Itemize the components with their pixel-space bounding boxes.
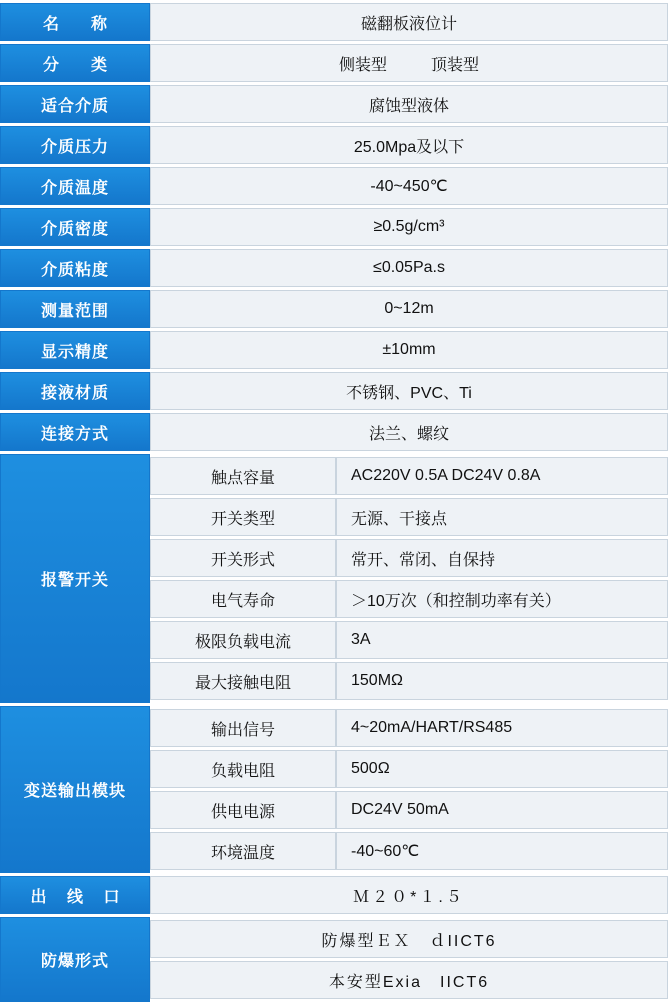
row-value — [150, 44, 668, 82]
table-row — [0, 3, 668, 41]
sub-value: AC220V 0.5A DC24V 0.8A — [336, 457, 668, 495]
list-item — [150, 920, 668, 958]
row-label: 介质密度 — [0, 208, 150, 246]
row-value: ±10mm — [150, 331, 668, 369]
table-row — [0, 249, 668, 287]
table-group-alarm-switch — [0, 454, 668, 703]
sub-value: 无源、干接点 — [336, 498, 668, 536]
row-label: 介质粘度 — [0, 249, 150, 287]
row-label: 出 线 口 — [0, 876, 150, 914]
sub-value: DC24V 50mA — [336, 791, 668, 829]
row-value: 不锈钢、PVC、Ti — [150, 372, 668, 410]
alarm-switch-subtable — [150, 454, 668, 703]
list-item — [150, 457, 668, 495]
group-content — [150, 917, 668, 1002]
row-value: Ｍ２０*１.５ — [150, 876, 668, 914]
sub-key: 电气寿命 — [150, 580, 336, 618]
table-row — [0, 208, 668, 246]
sub-key: 输出信号 — [150, 709, 336, 747]
list-item — [150, 580, 668, 618]
classification-option-side: 侧装型 — [338, 56, 387, 74]
sub-key: 极限负载电流 — [150, 621, 336, 659]
table-row — [0, 413, 668, 451]
row-label: 显示精度 — [0, 331, 150, 369]
table-group-transmitter-module — [0, 706, 668, 873]
row-value: 腐蚀型液体 — [150, 85, 668, 123]
row-label: 接液材质 — [0, 372, 150, 410]
sub-key: 供电电源 — [150, 791, 336, 829]
table-row — [0, 372, 668, 410]
table-row — [0, 167, 668, 205]
row-value: 25.0Mpa及以下 — [150, 126, 668, 164]
row-label: 测量范围 — [0, 290, 150, 328]
sub-key: 开关形式 — [150, 539, 336, 577]
row-value: -40~450℃ — [150, 167, 668, 205]
list-item — [150, 709, 668, 747]
sub-value: 500Ω — [336, 750, 668, 788]
sub-value: 150MΩ — [336, 662, 668, 700]
sub-value: 防爆型ＥＸ ｄIICT6 — [150, 920, 668, 958]
sub-key: 最大接触电阻 — [150, 662, 336, 700]
list-item — [150, 498, 668, 536]
list-item — [150, 662, 668, 700]
table-row-outlet — [0, 876, 668, 914]
row-value: 法兰、螺纹 — [150, 413, 668, 451]
table-row — [0, 331, 668, 369]
sub-key: 开关类型 — [150, 498, 336, 536]
list-item — [150, 961, 668, 999]
group-label: 变送输出模块 — [0, 706, 150, 873]
row-value: ≥0.5g/cm³ — [150, 208, 668, 246]
table-row — [0, 85, 668, 123]
sub-key: 触点容量 — [150, 457, 336, 495]
row-label: 适合介质 — [0, 85, 150, 123]
list-item — [150, 539, 668, 577]
row-label: 名 称 — [0, 3, 150, 41]
sub-key: 负载电阻 — [150, 750, 336, 788]
row-label: 分 类 — [0, 44, 150, 82]
list-item — [150, 791, 668, 829]
table-group-explosion-proof — [0, 917, 668, 1002]
group-label: 防爆形式 — [0, 917, 150, 1002]
table-row — [0, 290, 668, 328]
row-label: 连接方式 — [0, 413, 150, 451]
sub-value: -40~60℃ — [336, 832, 668, 870]
sub-value: 4~20mA/HART/RS485 — [336, 709, 668, 747]
table-row — [0, 126, 668, 164]
sub-value: 常开、常闭、自保持 — [336, 539, 668, 577]
group-label: 报警开关 — [0, 454, 150, 703]
group-content — [150, 706, 668, 873]
list-item — [150, 750, 668, 788]
transmitter-subtable — [150, 706, 668, 873]
group-content — [150, 454, 668, 703]
sub-value: ＞10万次（和控制功率有关） — [336, 580, 668, 618]
row-label: 介质温度 — [0, 167, 150, 205]
row-value: 磁翻板液位计 — [150, 3, 668, 41]
list-item — [150, 832, 668, 870]
table-row — [0, 44, 668, 82]
sub-key: 环境温度 — [150, 832, 336, 870]
explosion-subtable — [150, 917, 668, 1002]
list-item — [150, 621, 668, 659]
sub-value: 3A — [336, 621, 668, 659]
row-value: 0~12m — [150, 290, 668, 328]
row-label: 介质压力 — [0, 126, 150, 164]
classification-option-top: 顶装型 — [431, 56, 480, 74]
row-value: ≤0.05Pa.s — [150, 249, 668, 287]
sub-value: 本安型Exia IICT6 — [150, 961, 668, 999]
